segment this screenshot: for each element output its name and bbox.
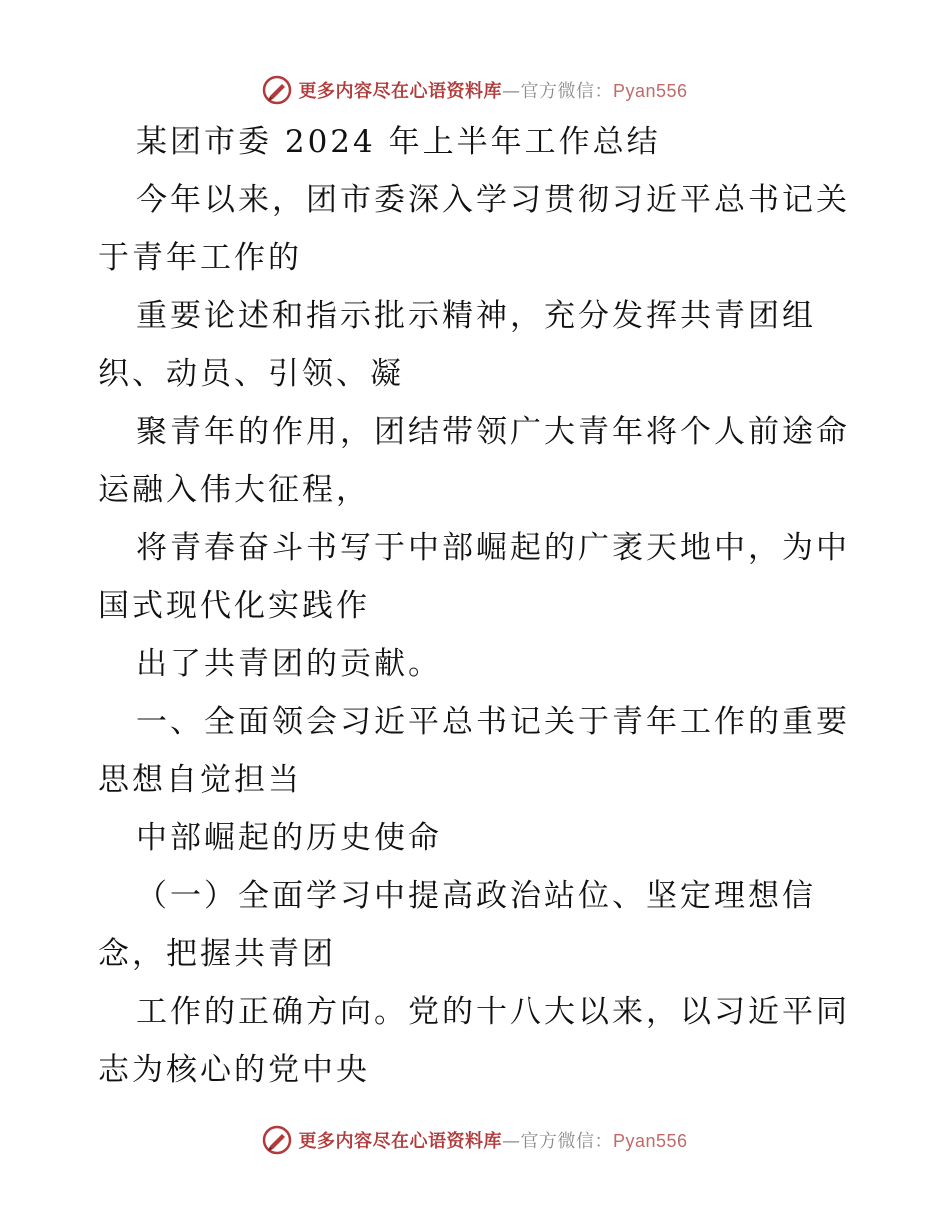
watermark-label: 官方微信：: [520, 1131, 613, 1152]
watermark-label: 官方微信：: [520, 81, 613, 102]
watermark-dash: —: [501, 1131, 521, 1152]
subsection-heading: 念，把握共青团: [98, 936, 336, 972]
watermark-dash: —: [501, 81, 521, 102]
text-line: 聚青年的作用，团结带领广大青年将个人前途命: [136, 414, 850, 450]
text-line: 织、动员、引领、凝: [98, 356, 404, 392]
watermark-wechat-id: Pyan556: [612, 81, 688, 101]
section-heading: 一、全面领会习近平总书记关于青年工作的重要: [136, 704, 850, 740]
watermark-wechat-id: Pyan556: [612, 1131, 688, 1151]
watermark-brand: 更多内容尽在心语资料库: [298, 1131, 502, 1152]
watermark-text: [298, 1127, 687, 1153]
footer-watermark: [0, 1120, 950, 1160]
subsection-heading: （一）全面学习中提高政治站位、坚定理想信: [136, 878, 816, 914]
document-title: 某团市委 2024 年上半年工作总结: [136, 124, 661, 160]
pen-logo-icon: [262, 1125, 292, 1155]
header-watermark: [0, 70, 950, 110]
section-heading: 思想自觉担当: [98, 762, 302, 798]
text-line: 今年以来，团市委深入学习贯彻习近平总书记关: [136, 182, 850, 218]
text-line: 将青春奋斗书写于中部崛起的广袤天地中，为中: [136, 530, 850, 566]
text-line: 重要论述和指示批示精神，充分发挥共青团组: [136, 298, 816, 334]
text-line: 志为核心的党中央: [98, 1052, 370, 1088]
watermark-brand: 更多内容尽在心语资料库: [298, 81, 502, 102]
pen-logo-icon: [262, 75, 292, 105]
watermark-text: [298, 77, 687, 103]
text-line: 于青年工作的: [98, 240, 302, 276]
text-line: 工作的正确方向。党的十八大以来，以习近平同: [136, 994, 850, 1030]
text-line: 国式现代化实践作: [98, 588, 370, 624]
text-line: 出了共青团的贡献。: [136, 646, 442, 682]
text-line: 运融入伟大征程，: [98, 472, 370, 508]
section-heading: 中部崛起的历史使命: [136, 820, 442, 856]
